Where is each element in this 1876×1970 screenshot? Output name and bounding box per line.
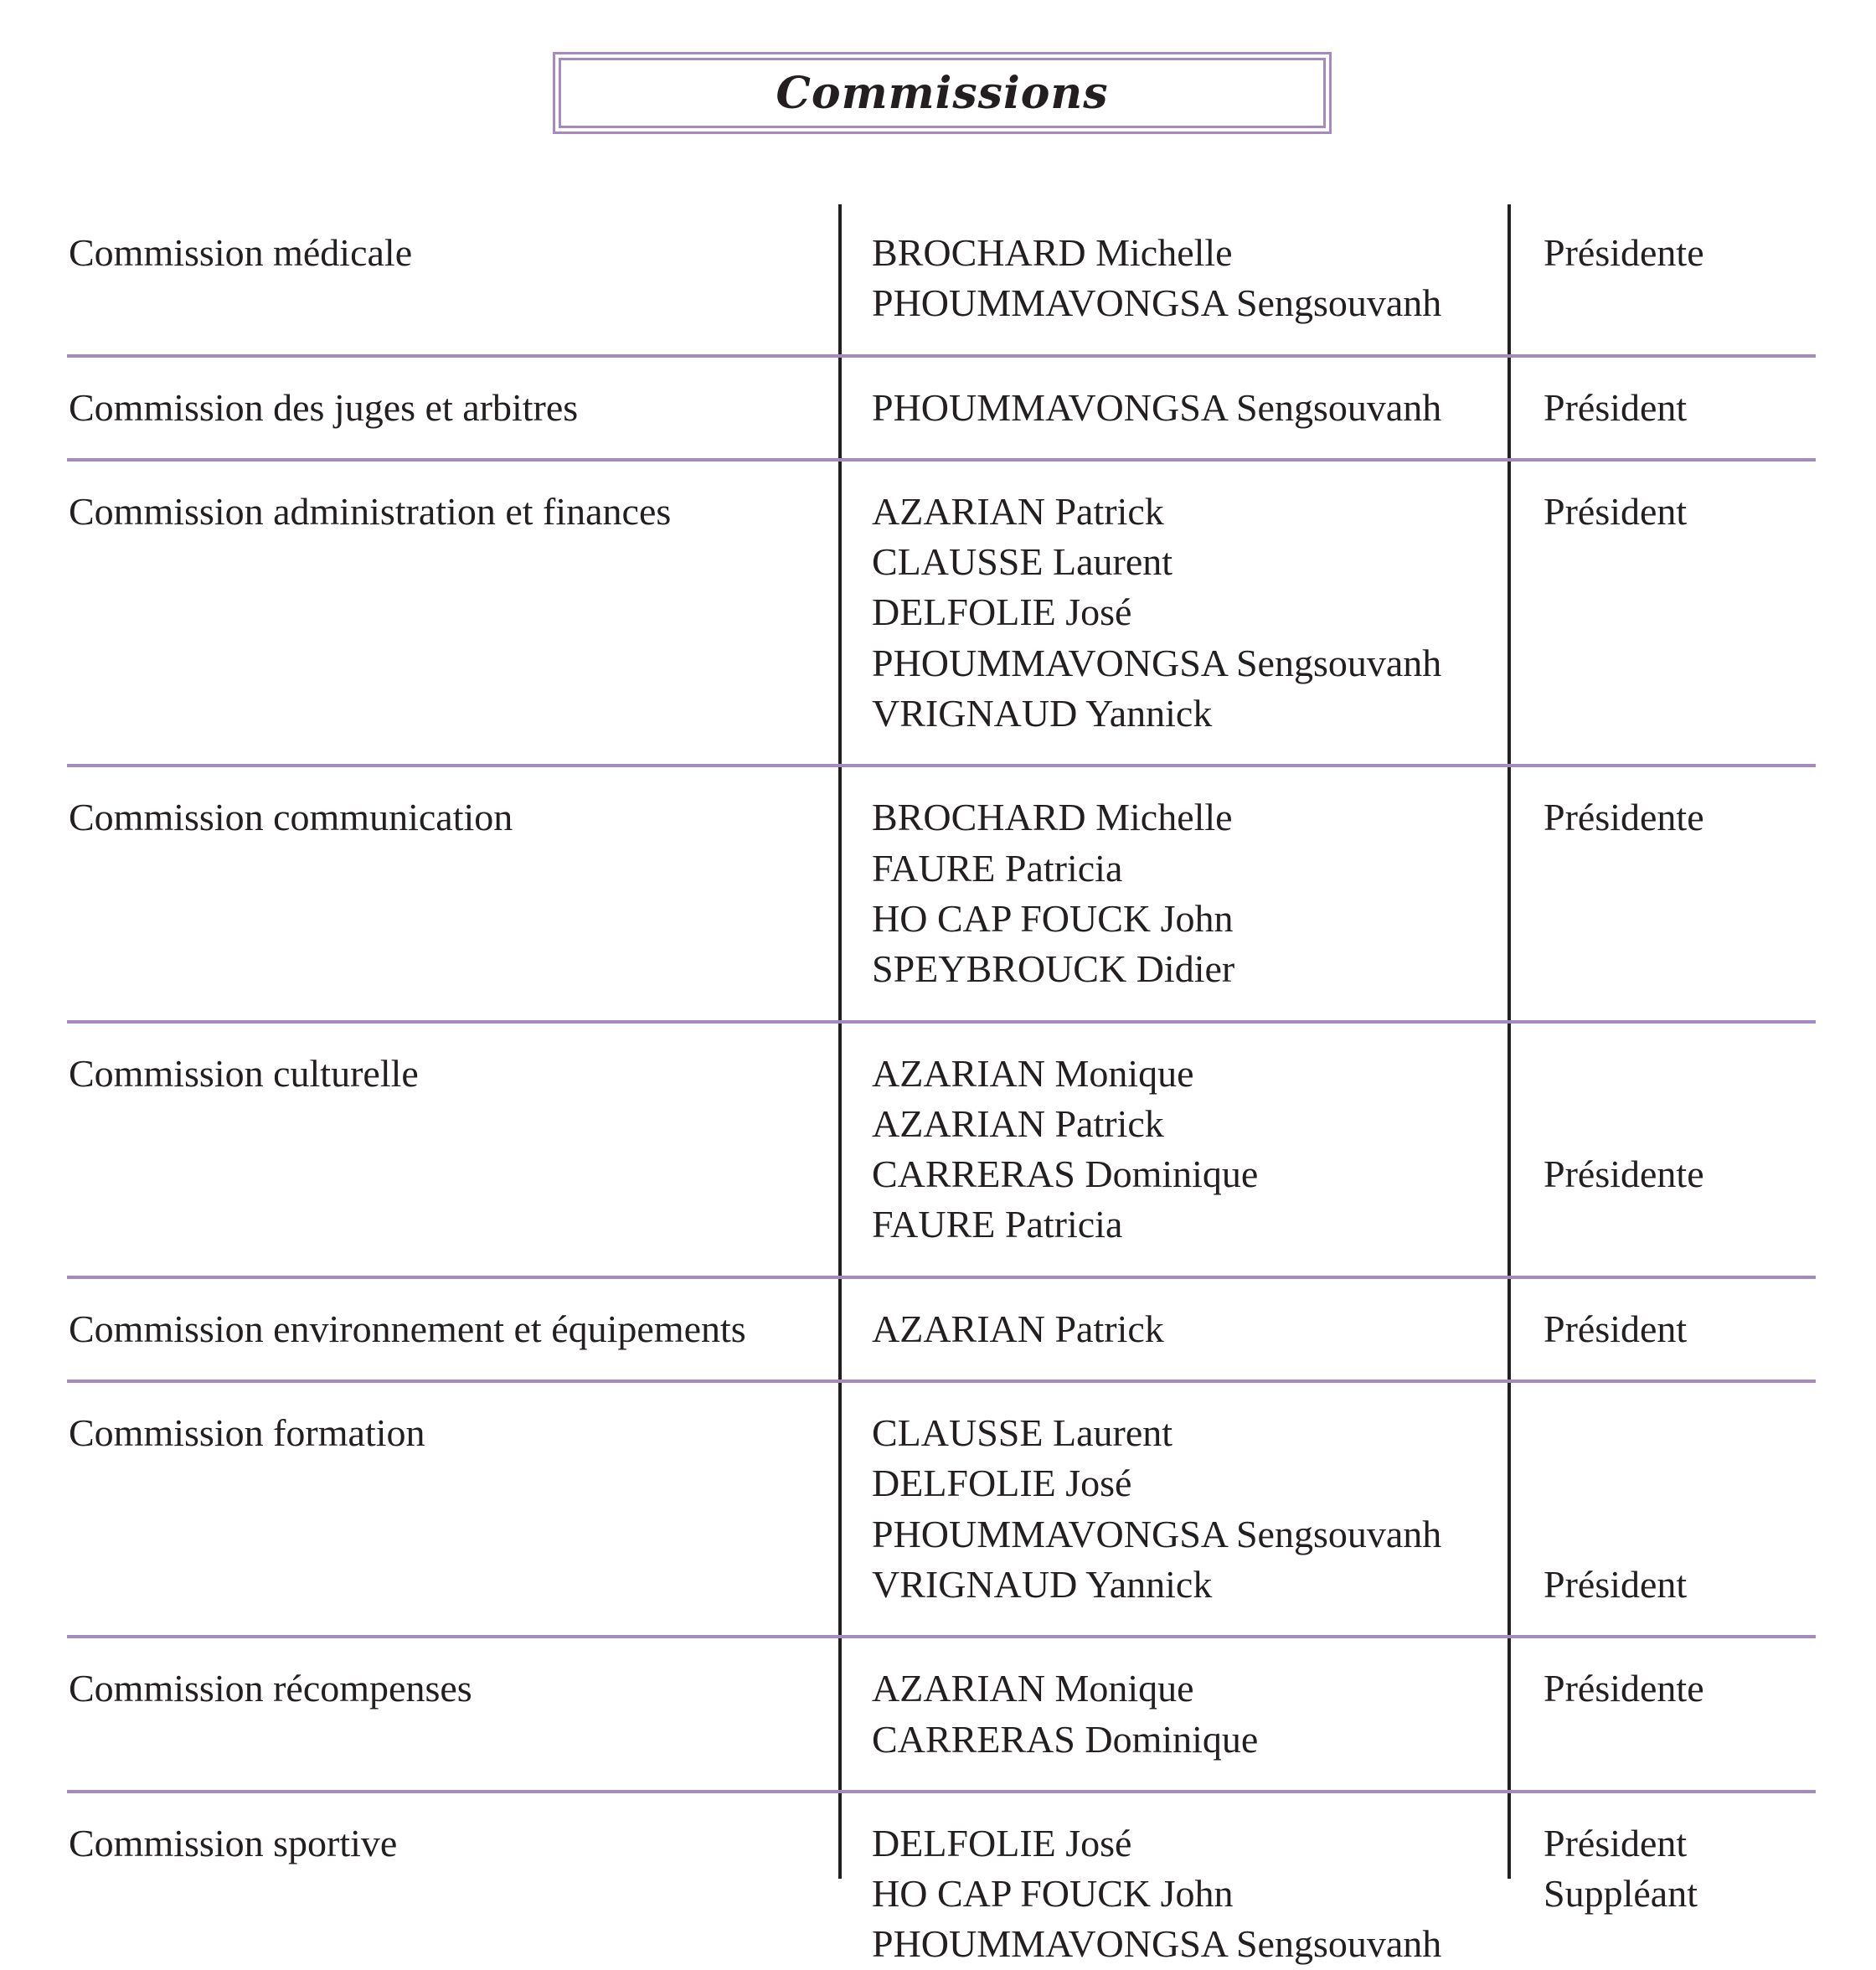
member-name: SPEYBROUCK Didier: [872, 947, 1235, 991]
commission-roles: [1544, 1663, 1816, 1765]
member-role: [1544, 1715, 1816, 1765]
commissions-table: [67, 204, 1816, 1970]
commission-members: [872, 1663, 1544, 1765]
member-name: VRIGNAUD Yannick: [872, 692, 1213, 735]
member-role: Président: [1544, 1562, 1688, 1606]
commission-roles: [1544, 1818, 1816, 1970]
member-role: [1544, 944, 1816, 994]
commission-members: [872, 1408, 1544, 1610]
page-title: Commissions: [776, 67, 1109, 119]
commission-row: [67, 1635, 1816, 1790]
commission-members: [872, 792, 1544, 994]
member-role: [1544, 1049, 1816, 1099]
title-box-inner: [559, 58, 1326, 128]
member-name: DELFOLIE José: [872, 590, 1132, 634]
commission-row: [67, 1020, 1816, 1276]
member-name: FAURE Patricia: [872, 1203, 1123, 1246]
commission-members: [872, 487, 1544, 739]
member-role: [1544, 1458, 1816, 1508]
commission-roles: [1544, 1304, 1816, 1354]
commission-name: Commission récompenses: [69, 1667, 472, 1710]
member-name: AZARIAN Patrick: [872, 489, 1164, 533]
commission-row: [67, 354, 1816, 458]
member-name: HO CAP FOUCK John: [872, 1872, 1234, 1916]
commission-name: Commission environnement et équipements: [69, 1307, 746, 1350]
member-role: [1544, 1919, 1816, 1969]
member-name: CLAUSSE Laurent: [872, 540, 1173, 584]
commission-row: [67, 204, 1816, 354]
commission-name: Commission communication: [69, 796, 513, 839]
commission-name: Commission culturelle: [69, 1051, 419, 1095]
member-name: PHOUMMAVONGSA Sengsouvanh: [872, 641, 1442, 684]
member-role: [1544, 1509, 1816, 1560]
member-role: [1544, 1408, 1816, 1458]
commission-members: [872, 1304, 1544, 1354]
member-name: CARRERAS Dominique: [872, 1153, 1259, 1196]
commission-name: Commission administration et finances: [69, 489, 672, 533]
commission-row: [67, 1790, 1816, 1970]
member-role: [1544, 278, 1816, 328]
member-role: [1544, 537, 1816, 587]
commission-name: Commission des juges et arbitres: [69, 385, 579, 429]
member-name: AZARIAN Monique: [872, 1667, 1194, 1710]
member-name: AZARIAN Patrick: [872, 1101, 1164, 1145]
member-name: PHOUMMAVONGSA Sengsouvanh: [872, 1512, 1442, 1555]
member-name: FAURE Patricia: [872, 846, 1123, 890]
commission-roles: [1544, 487, 1816, 739]
member-name: BROCHARD Michelle: [872, 796, 1233, 839]
commission-roles: [1544, 792, 1816, 994]
member-name: VRIGNAUD Yannick: [872, 1562, 1213, 1606]
member-role: Président: [1544, 385, 1688, 429]
member-name: PHOUMMAVONGSA Sengsouvanh: [872, 281, 1442, 325]
member-role: Présidente: [1544, 231, 1704, 274]
member-name: BROCHARD Michelle: [872, 231, 1233, 274]
member-role: [1544, 1199, 1816, 1250]
member-name: PHOUMMAVONGSA Sengsouvanh: [872, 1922, 1442, 1966]
member-role: [1544, 688, 1816, 739]
commission-row: [67, 1380, 1816, 1635]
member-role: [1544, 638, 1816, 688]
commission-roles: [1544, 1049, 1816, 1251]
member-name: DELFOLIE José: [872, 1821, 1132, 1864]
commission-row: [67, 1276, 1816, 1380]
commission-name: Commission formation: [69, 1411, 425, 1455]
member-role: [1544, 843, 1816, 894]
commission-members: [872, 383, 1544, 433]
member-name: PHOUMMAVONGSA Sengsouvanh: [872, 385, 1442, 429]
commission-name: Commission médicale: [69, 231, 413, 274]
member-role: [1544, 1099, 1816, 1149]
member-role: Présidente: [1544, 1667, 1704, 1710]
member-role: Suppléant: [1544, 1872, 1698, 1916]
commission-row: [67, 764, 1816, 1019]
member-role: [1544, 894, 1816, 944]
commission-name: Commission sportive: [69, 1821, 398, 1864]
title-box: [553, 52, 1332, 134]
member-name: DELFOLIE José: [872, 1462, 1132, 1505]
member-name: AZARIAN Patrick: [872, 1307, 1164, 1350]
member-name: CLAUSSE Laurent: [872, 1411, 1173, 1455]
commission-members: [872, 1049, 1544, 1251]
member-role: Président: [1544, 489, 1688, 533]
member-role: Présidente: [1544, 796, 1704, 839]
commission-row: [67, 458, 1816, 764]
commission-members: [872, 228, 1544, 329]
commission-roles: [1544, 383, 1816, 433]
member-role: [1544, 587, 1816, 637]
member-name: CARRERAS Dominique: [872, 1717, 1259, 1761]
member-role: Présidente: [1544, 1153, 1704, 1196]
commission-roles: [1544, 228, 1816, 329]
commission-members: [872, 1818, 1544, 1970]
member-name: AZARIAN Monique: [872, 1051, 1194, 1095]
member-role: Président: [1544, 1307, 1688, 1350]
commission-roles: [1544, 1408, 1816, 1610]
member-name: HO CAP FOUCK John: [872, 896, 1234, 940]
member-role: Président: [1544, 1821, 1688, 1864]
